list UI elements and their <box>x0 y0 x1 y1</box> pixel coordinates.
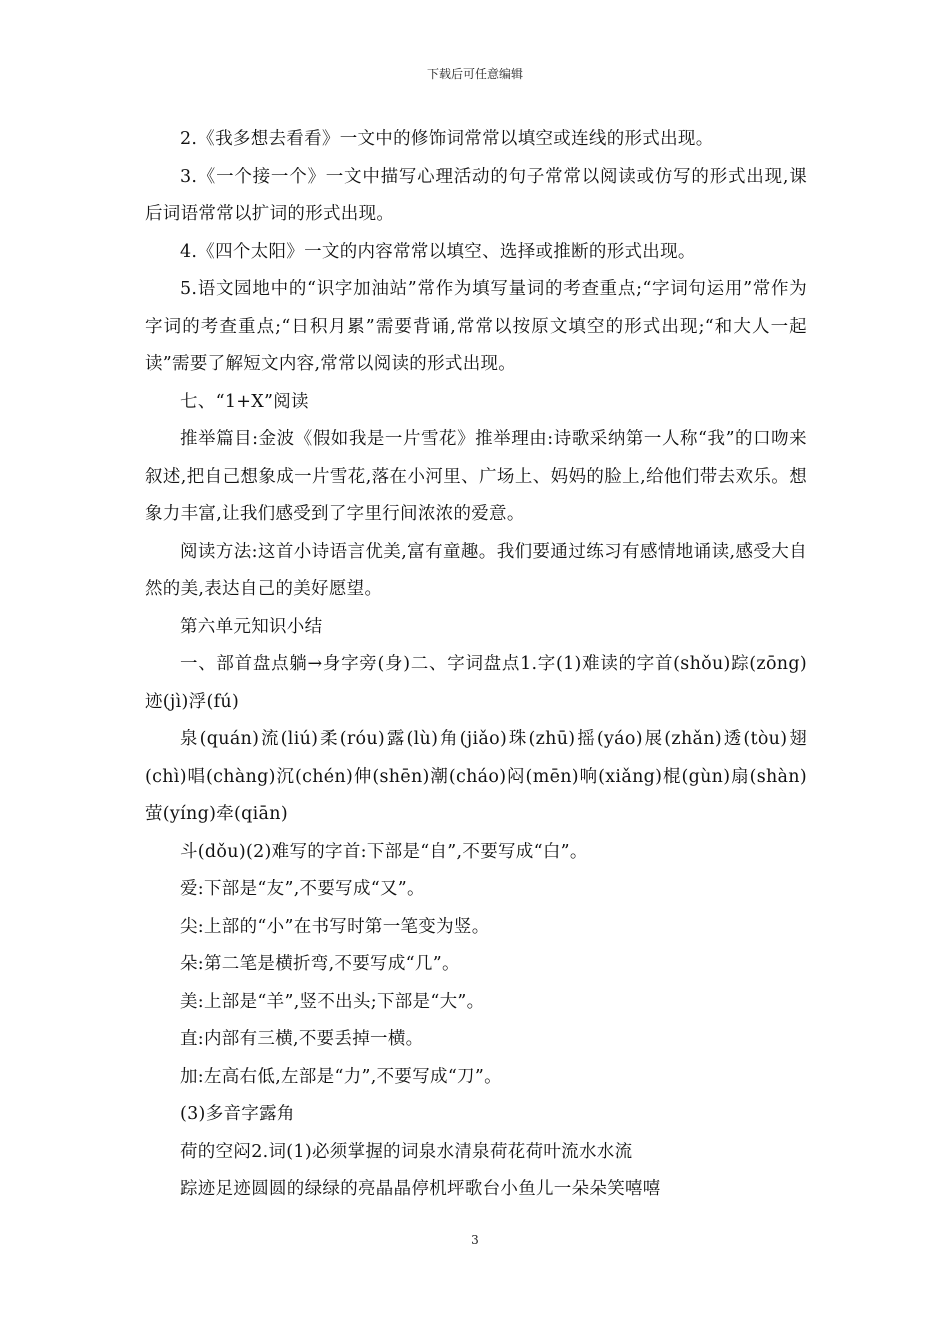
pinyin-characters-paragraph: 泉(quán)流(liú)柔(róu)露(lù)角(jiǎo)珠(zhū)摇(yáo)展(zhǎn)透(tòu)翅(chì)唱(chàng)沉(chén)伸(shēn)潮(cháo)闷(mēn)响(xiǎng)棍(gùn)扇(shàn)萤(yíng)牵(qiān) <box>145 729 807 824</box>
vocabulary-line-2: 踪迹足迹圆圆的绿绿的亮晶晶停机坪歌台小鱼儿一朵朵笑嘻嘻 <box>180 1179 661 1199</box>
unit-summary-heading: 第六单元知识小结 <box>180 616 323 637</box>
section-heading-reading: 七、“1+X”阅读 <box>180 391 309 412</box>
page-header: 下载后可任意编辑 <box>426 67 523 81</box>
paragraph-item-5: 5.语文园地中的“识字加油站”常作为填写量词的考查重点;“字词句运用”常作为字词的考查重点;“日积月累”需要背诵,常常以按原文填空的形式出现;“和大人一起读”需要了解短文内容,常常以阅读的形式出现。 <box>145 279 807 374</box>
char-note-jia: 加:左高右低,左部是“力”,不要写成“刀”。 <box>180 1066 502 1087</box>
radical-and-characters-paragraph: 一、部首盘点躺→身字旁(身)二、字词盘点1.字(1)难读的字首(shǒu)踪(zōng)迹(jì)浮(fú) <box>145 654 807 712</box>
hard-to-write-paragraph: 斗(dǒu)(2)难写的字首:下部是“自”,不要写成“白”。 <box>180 841 588 862</box>
char-note-jian: 尖:上部的“小”在书写时第一笔变为竖。 <box>180 916 490 937</box>
paragraph-item-4: 4.《四个太阳》一文的内容常常以填空、选择或推断的形式出现。 <box>180 241 696 262</box>
reading-method-paragraph: 阅读方法:这首小诗语言优美,富有童趣。我们要通过练习有感情地诵读,感受大自然的美,表达自己的美好愿望。 <box>145 541 807 599</box>
char-note-ai: 爱:下部是“友”,不要写成“又”。 <box>180 879 425 899</box>
char-note-zhi: 直:内部有三横,不要丢掉一横。 <box>180 1029 424 1049</box>
document-body <box>145 121 807 1209</box>
char-note-mei: 美:上部是“羊”,竖不出头;下部是“大”。 <box>180 991 485 1012</box>
recommendation-paragraph: 推举篇目:金波《假如我是一片雪花》推举理由:诗歌采纳第一人称“我”的口吻来叙述,把自己想象成一片雪花,落在小河里、广场上、妈妈的脸上,给他们带去欢乐。想象力丰富,让我们感受到了字里行间浓浓的爱意。 <box>145 429 807 524</box>
paragraph-item-2: 2.《我多想去看看》一文中的修饰词常常以填空或连线的形式出现。 <box>180 129 714 149</box>
paragraph-item-3: 3.《一个接一个》一文中描写心理活动的句子常常以阅读或仿写的形式出现,课后词语常常以扩词的形式出现。 <box>145 166 807 224</box>
polyphonic-heading: (3)多音字露角 <box>180 1104 295 1124</box>
char-note-duo: 朵:第二笔是横折弯,不要写成“几”。 <box>180 954 460 974</box>
page-number: 3 <box>471 1233 479 1247</box>
vocabulary-line-1: 荷的空闷2.词(1)必须掌握的词泉水清泉荷花荷叶流水水流 <box>180 1141 633 1162</box>
